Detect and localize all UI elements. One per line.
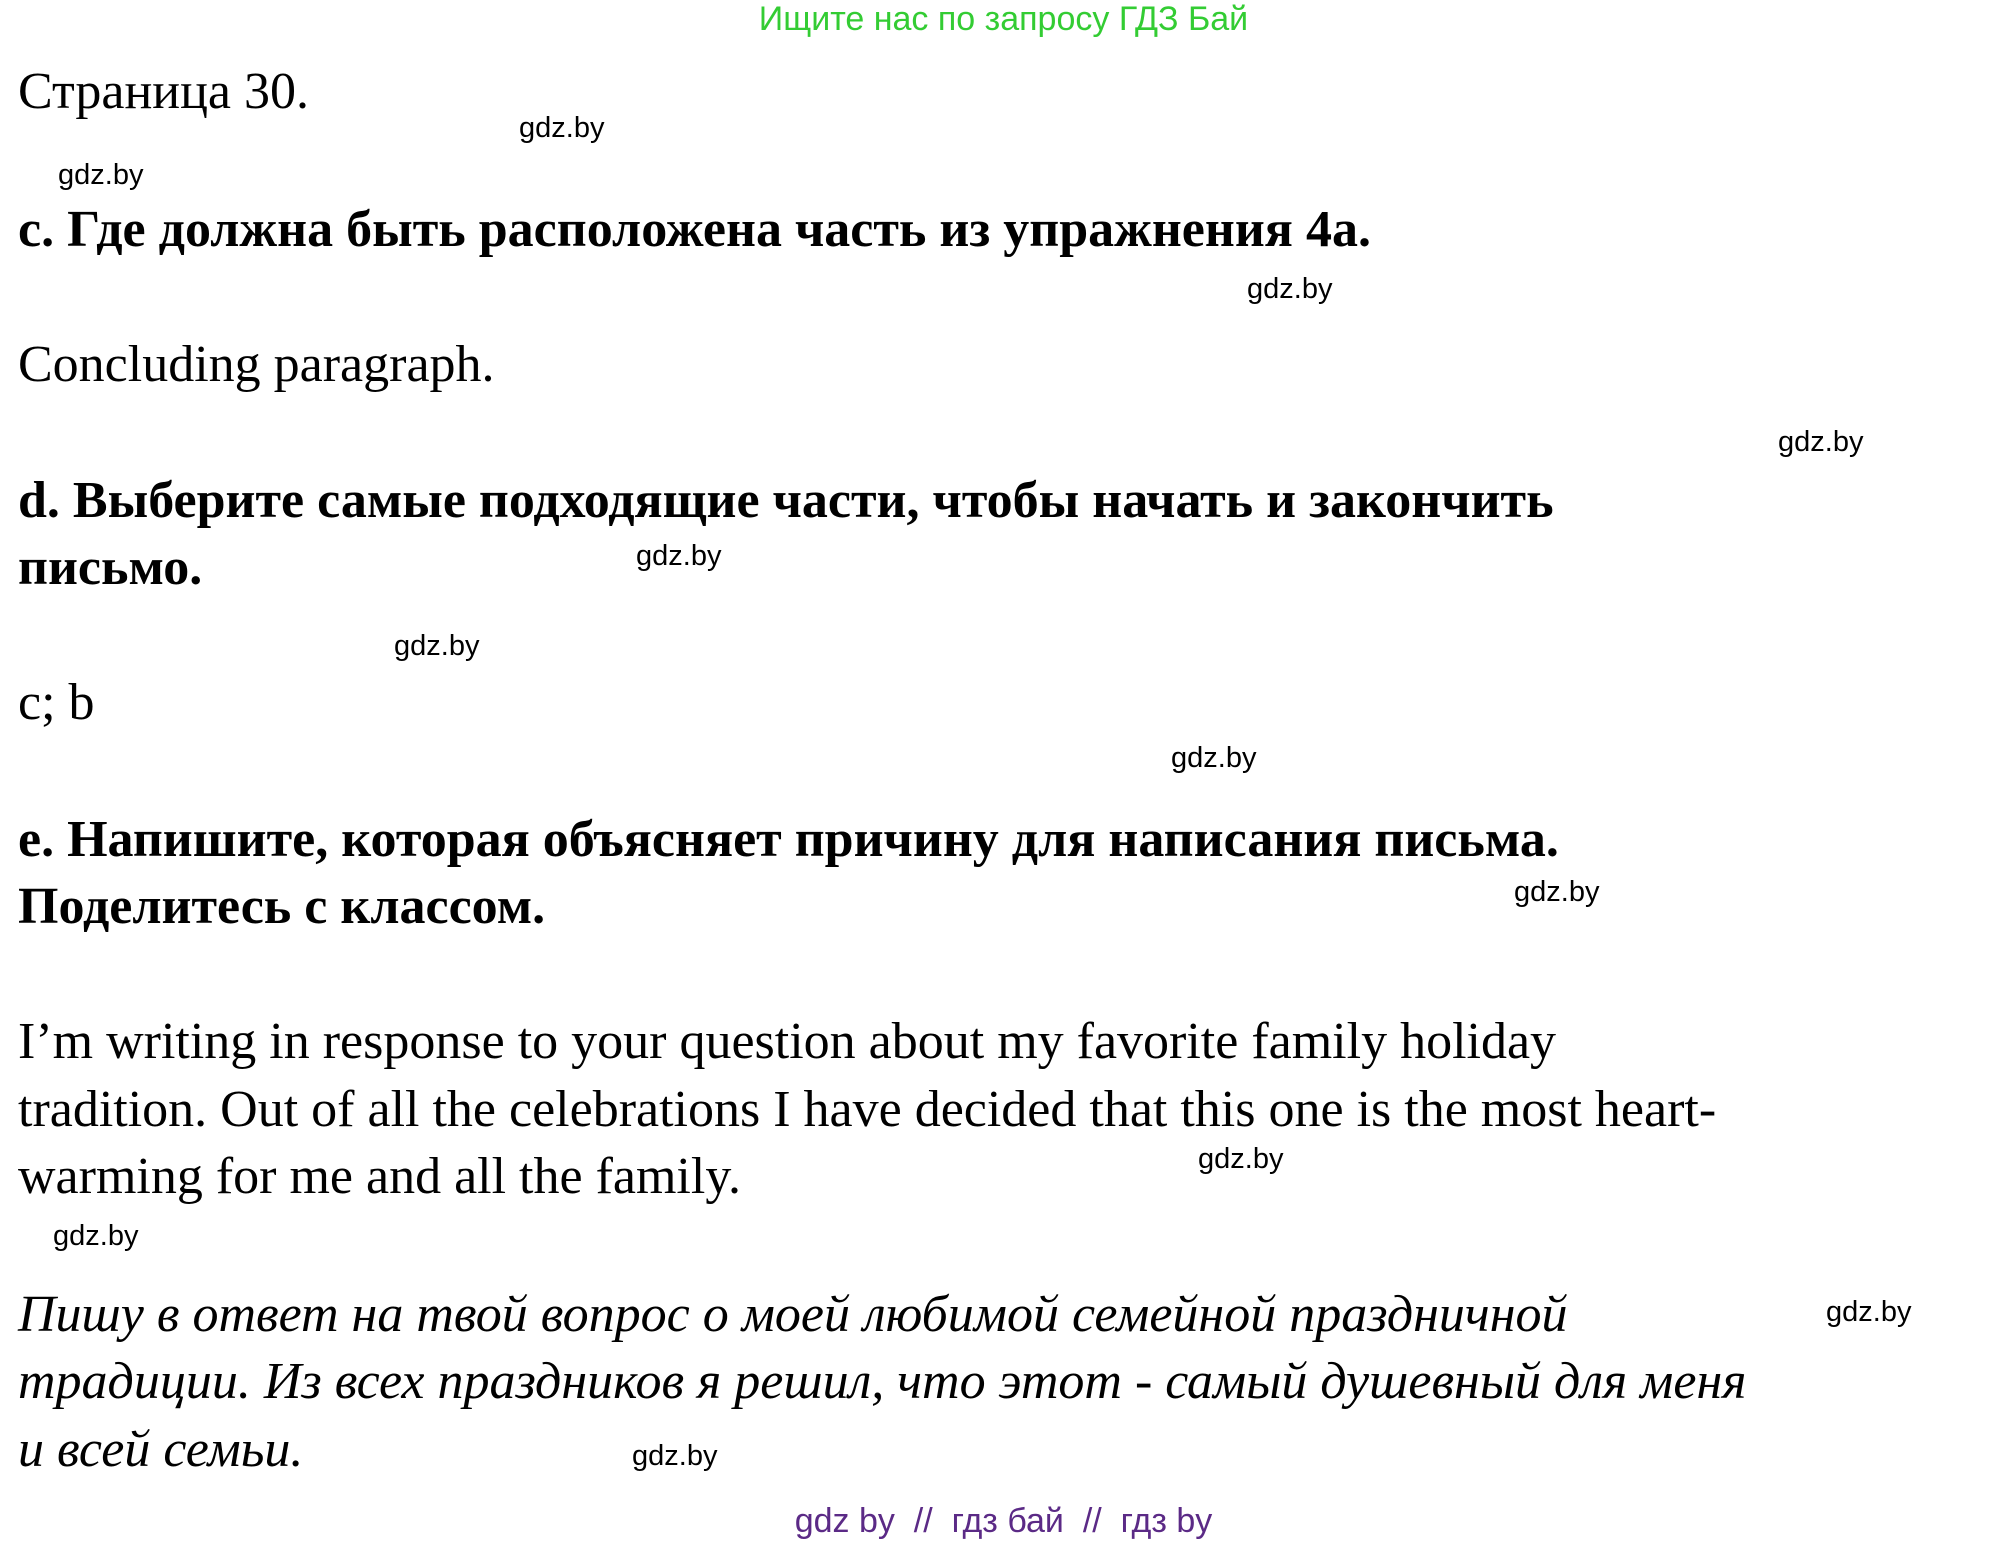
russian-paragraph-line3: и всей семьи. — [18, 1421, 304, 1478]
task-e-heading-line2: Поделитесь с классом. — [18, 878, 546, 935]
watermark: gdz.by — [1171, 742, 1257, 774]
task-d-heading-line2: письмо. — [18, 539, 203, 596]
watermark: gdz.by — [1778, 426, 1864, 458]
watermark: gdz.by — [1247, 273, 1333, 305]
task-c-answer: Concluding paragraph. — [18, 336, 495, 393]
task-e-heading-line1: e. Напишите, которая объясняет причину для написания письма. — [18, 811, 1559, 868]
russian-paragraph-line2: традиции. Из всех праздников я решил, что этот - самый душевный для меня — [18, 1353, 1747, 1410]
watermark: gdz.by — [53, 1220, 139, 1252]
english-paragraph-line1: I’m writing in response to your question about my favorite family holiday — [18, 1013, 1557, 1070]
english-paragraph-line2: tradition. Out of all the celebrations I have decided that this one is the most heart- — [18, 1081, 1717, 1138]
page-number: Страница 30. — [18, 63, 310, 120]
watermark: gdz.by — [1198, 1143, 1284, 1175]
watermark: gdz.by — [394, 630, 480, 662]
watermark: gdz.by — [58, 159, 144, 191]
task-d-answer: c; b — [18, 674, 95, 731]
footer-links: gdz by // гдз бай // гдз by — [794, 1502, 1213, 1540]
watermark: gdz.by — [1514, 876, 1600, 908]
english-paragraph-line3: warming for me and all the family. — [18, 1148, 741, 1205]
watermark: gdz.by — [632, 1440, 718, 1472]
watermark: gdz.by — [1826, 1296, 1912, 1328]
watermark: gdz.by — [519, 112, 605, 144]
russian-paragraph-line1: Пишу в ответ на твой вопрос о моей любимой семейной праздничной — [18, 1286, 1568, 1343]
watermark: gdz.by — [636, 540, 722, 572]
task-d-heading-line1: d. Выберите самые подходящие части, чтобы начать и закончить — [18, 472, 1554, 529]
task-c-heading: c. Где должна быть расположена часть из упражнения 4a. — [18, 201, 1371, 258]
search-banner: Ищите нас по запросу ГДЗ Бай — [758, 0, 1249, 38]
